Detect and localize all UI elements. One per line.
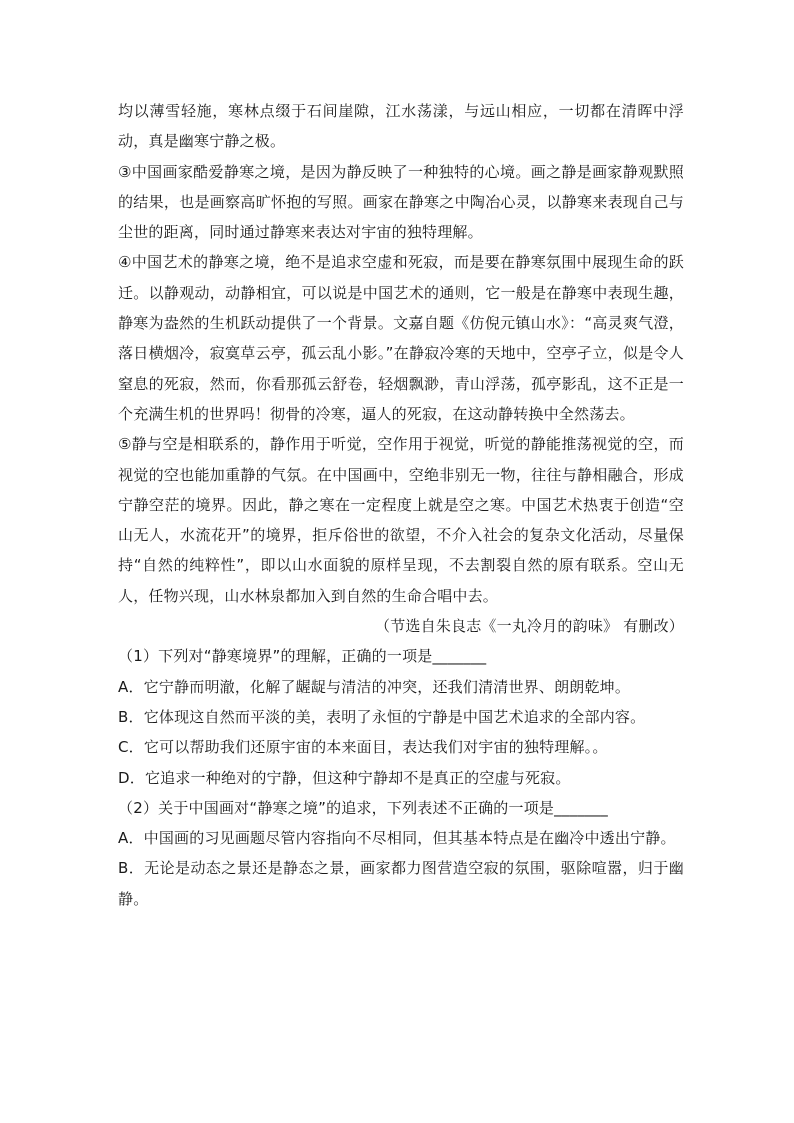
article-paragraph-continued: 均以薄雪轻施，寒林点缀于石间崖隙，江水荡漾，与远山相应，一切都在清晖中浮动，真是幽寒宁静之极。: [118, 102, 684, 151]
question-1-option-c: C．它可以帮助我们还原宇宙的本来面目，表达我们对宇宙的独特理解。。: [118, 738, 608, 757]
question-1-stem: （1）下列对“静寒境界”的理解，正确的一项是_______: [118, 647, 487, 666]
article-source: （节选自朱良志《一丸冷月的韵味》 有删改）: [375, 617, 684, 636]
question-1-option-a: A．它宁静而明澈，化解了龌龊与清洁的冲突，还我们清清世界、朗朗乾坤。: [118, 677, 631, 696]
question-1-option-d: D．它追求一种绝对的宁静，但这种宁静却不是真正的空虚与死寂。: [118, 768, 571, 787]
question-1-option-b: B．它体现这自然而平淡的美，表明了永恒的宁静是中国艺术追求的全部内容。: [118, 707, 646, 726]
question-2-option-b: B．无论是动态之景还是静态之景，画家都力图营造空寂的氛围，驱除喧嚣，归于幽静。: [118, 859, 684, 908]
article-paragraph-5: ⑤静与空是相联系的，静作用于听觉，空作用于视觉，听觉的静能推荡视觉的空，而视觉的空也能加重静的气氛。在中国画中，空绝非别无一物，往往与静相融合，形成宁静空茫的境界。因此，静之寒在一定程度上就是空之寒。中国艺术热衷于创造“空山无人，水流花开”的境界，拒斥俗世的欲望，不介入社会的复杂文化活动，尽量保持“自然的纯粹性”，即以山水面貌的原样呈现，不去割裂自然的原有联系。空山无人，任物兴现，山水林泉都加入到自然的生命合唱中去。: [118, 435, 684, 605]
document-page: [118, 96, 684, 914]
article-paragraph-3: ③中国画家酷爱静寒之境，是因为静反映了一种独特的心境。画之静是画家静观默照的结果，也是画察高旷怀抱的写照。画家在静寒之中陶冶心灵，以静寒来表现自己与尘世的距离，同时通过静寒来表达对宇宙的独特理解。: [118, 162, 684, 242]
question-2-option-a: A．中国画的习见画题尽管内容指向不尽相同，但其基本特点是在幽冷中透出宁静。: [118, 829, 676, 848]
question-2-stem: （2）关于中国画对“静寒之境”的追求，下列表述不正确的一项是_______: [118, 798, 608, 817]
article-paragraph-4: ④中国艺术的静寒之境，绝不是追求空虚和死寂，而是要在静寒氛围中展现生命的跃迁。以静观动，动静相宜，可以说是中国艺术的通则，它一般是在静寒中表现生趣，静寒为盎然的生机跃动提供了一个背景。文嘉自题《仿倪元镇山水》：“高灵爽气澄，落日横烟冷，寂寞草云亭，孤云乱小影。”在静寂冷寒的天地中，空亭孑立，似是令人窒息的死寂，然而，你看那孤云舒卷，轻烟飘渺，青山浮荡，孤亭影乱，这不正是一个充满生机的世界吗！彻骨的冷寒，逼人的死寂，在这动静转换中全然荡去。: [118, 253, 684, 423]
